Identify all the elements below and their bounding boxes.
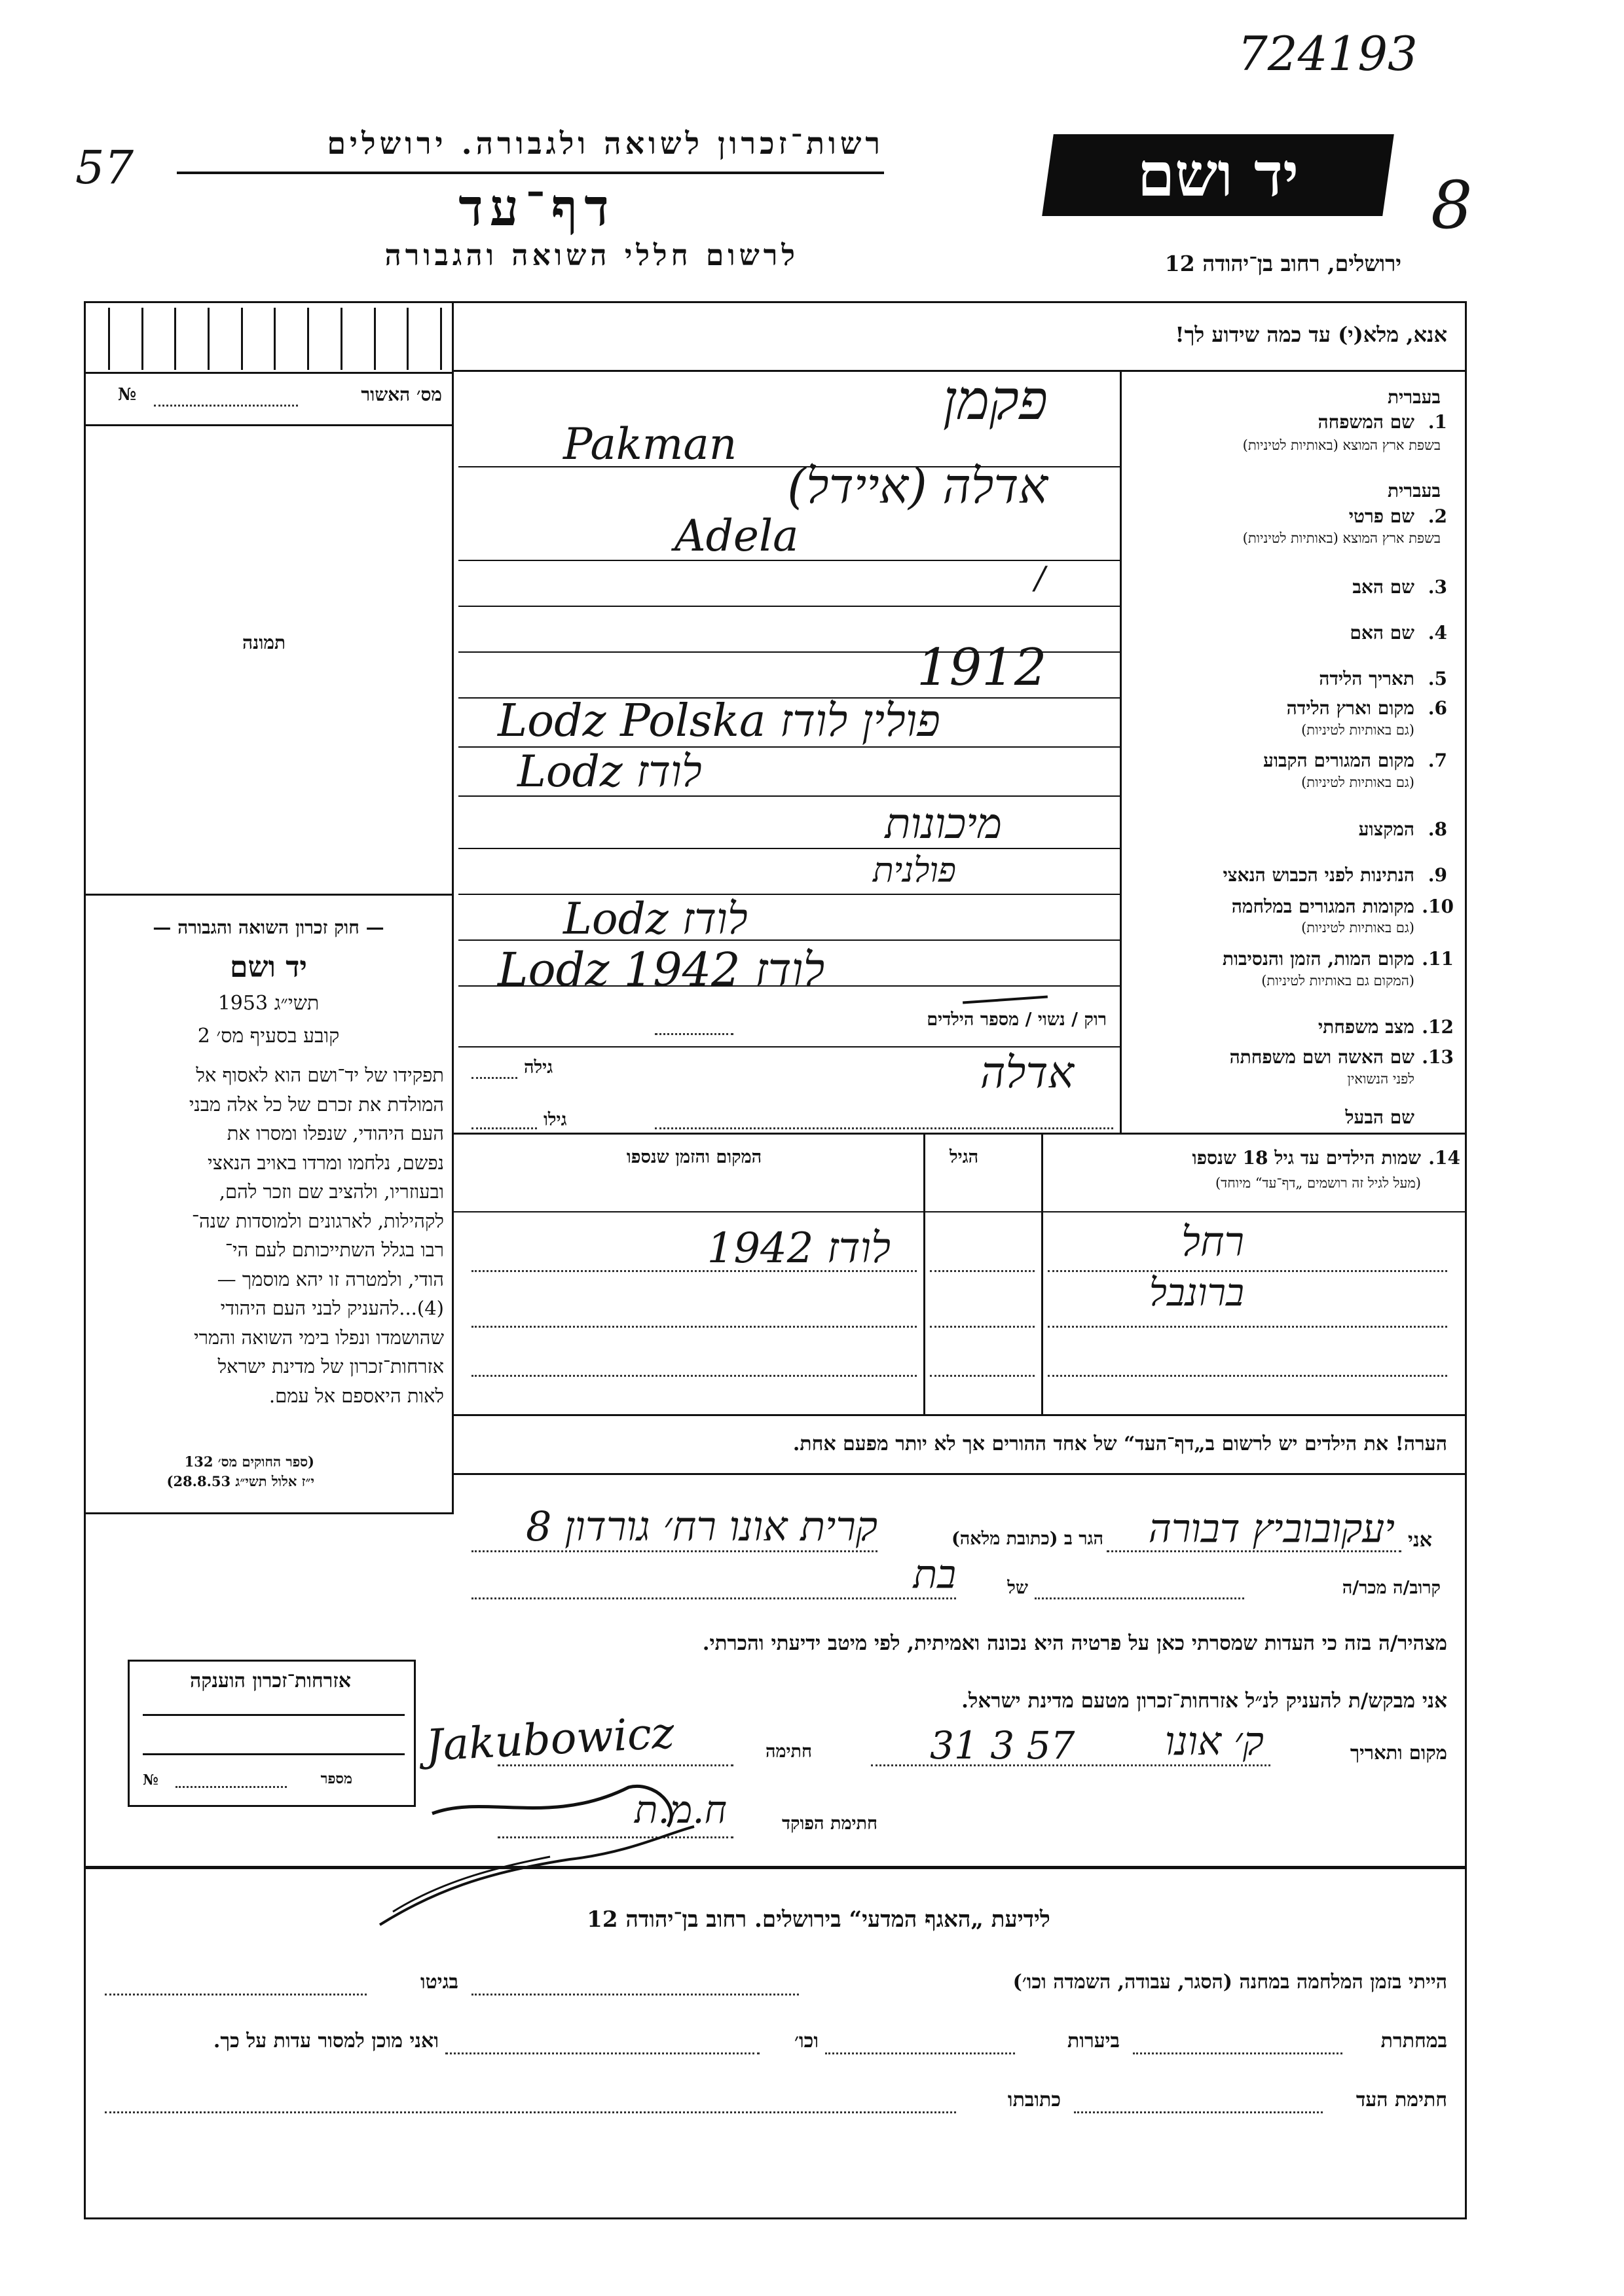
law-logo: יד ושם (230, 951, 307, 984)
law-ref-1: (ספר החוקים מס׳ 132 (184, 1453, 314, 1470)
value-birth-year: 1912 (917, 638, 1047, 697)
footer-line2-underground: במחתרת (1380, 2030, 1447, 2052)
field-number-5: 5. (1428, 668, 1447, 689)
law-line: לקהילות, לארגונים ולמוסדות שנה־ (191, 1209, 444, 1232)
field-label-marital: מצב משפחתי (1318, 1016, 1414, 1038)
law-year: תשי״ג 1953 (217, 992, 320, 1015)
declarant-label-resides: הגר ב (כתובת מלאה) (951, 1529, 1103, 1549)
children-note: (מעל לגיל זה רושמים „דף־עד“ מיוחד) (1215, 1175, 1421, 1191)
page-subtitle: לרשום חללי השואה והגבורה (384, 239, 799, 272)
field-sub-firstname: בשפת ארץ המוצא (באותיות לטיניות) (1242, 530, 1441, 546)
law-line: הודי, ולמטרה זו יהא מוסמך — (217, 1267, 444, 1290)
law-line: ובעוזריו, ולהציב שם וזכר להם, (219, 1180, 444, 1203)
approval-label: מס׳ האשור (361, 384, 442, 405)
citizenship-no-symbol: № (143, 1772, 158, 1789)
children-title: שמות הילדים עד גיל 18 שנספו (1192, 1147, 1421, 1169)
value-nationality: פולנית (872, 851, 956, 890)
footer-line2-forests: ביערות (1067, 2030, 1120, 2052)
marital-options: רוק / נשוי / מספר הילדים (927, 1010, 1107, 1030)
page-title: דף־עד (458, 178, 616, 238)
value-child-death: לודז 1942 (707, 1224, 891, 1273)
citizenship-box (128, 1660, 416, 1807)
officer-signature-label: חתימת הפוקד (782, 1813, 877, 1834)
law-text (97, 1061, 444, 1410)
field-sub-death: (המקום גם באותיות לטיניות) (1261, 973, 1414, 989)
field-label-residence: מקום המגורים הקבוע (1263, 750, 1414, 771)
place-date-label: מקום ותאריך (1350, 1741, 1447, 1764)
citizenship-number-label: מספר (320, 1770, 352, 1787)
law-ref-2: י״ז אלול תשי״ג 28.8.53) (166, 1473, 314, 1489)
declarant-label-i: אני (1408, 1529, 1432, 1552)
footer-line2-etc: וכו׳ (794, 2030, 819, 2052)
footer-line1-ghetto: בגיטו (420, 1971, 458, 1994)
footer-line3-address: כתובתו (1007, 2088, 1061, 2111)
law-line: שהושמדו ונפלו בימי השואה והמרי (194, 1326, 444, 1349)
value-surname-latin: Pakman (563, 419, 737, 469)
law-line: נפשם, נלחמו ומרדו באויב הנאצי (207, 1151, 444, 1174)
declarant-label-of: של (1007, 1578, 1028, 1598)
signature-label: חתימה (765, 1741, 812, 1762)
age-label-husband: גילו (544, 1110, 567, 1130)
value-firstname-latin: Adela (674, 511, 799, 561)
field-sub-surname: בשפת ארץ המוצא (באותיות לטיניות) (1242, 437, 1441, 453)
field-sub-residence: (גם באותיות לטיניות) (1301, 774, 1414, 790)
field-number-8: 8. (1428, 818, 1447, 840)
declaration-text: מצהיר/ה בזה כי העדות שמסרתי כאן על פרטיה היא נכונה ואמיתית, לפי מיטב ידיעתי והכרתי. (702, 1631, 1447, 1655)
declarant-address: קרית אונו רח׳ גורדון 8 (526, 1503, 877, 1550)
field-number-11: 11. (1422, 948, 1454, 970)
field-label-mother: שם האם (1350, 622, 1414, 644)
declarant-label-relation: קרוב/ה מכר/ה (1342, 1578, 1441, 1598)
law-line: לאות היאספם אל עמם. (268, 1384, 444, 1407)
field-label-surname: שם המשפחה (1318, 411, 1414, 433)
value-father: / (1035, 560, 1046, 596)
corner-note-left: 57 (75, 141, 134, 194)
footer-line1-camp: הייתי בזמן המלחמה במחנה (הסגר, עבודה, השמדה וכו׳) (1012, 1971, 1447, 1994)
declarant-relation: בת (913, 1552, 956, 1597)
field-label-nationality: הנתינות לפני הכבוש הנאצי (1223, 864, 1414, 886)
field-number-12: 12. (1422, 1016, 1454, 1038)
children-col-place: המקום והזמן שנספו (626, 1147, 762, 1167)
field-number-3: 3. (1428, 576, 1447, 598)
value-birthplace: Lodz Polska פולין לודז (498, 695, 940, 747)
citizenship-box-title: אזרחות־זכרון הוענקה (189, 1669, 352, 1692)
declaration-date: 31 3 57 (930, 1723, 1075, 1768)
declaration-place: ק׳ אונו (1164, 1719, 1264, 1764)
children-number: 14. (1428, 1147, 1460, 1169)
field-number-6: 6. (1428, 697, 1447, 719)
field-number-7: 7. (1428, 750, 1447, 771)
value-profession: מיכונות (885, 800, 1002, 848)
field-label-father: שם האב (1352, 576, 1414, 598)
declarant-name: יעקובוביץ דבורה (1148, 1506, 1395, 1552)
field-label-firstname: שם פרטי (1348, 505, 1414, 527)
field-sub-birthplace: (גם באותיות לטיניות) (1301, 722, 1414, 738)
declarant-signature: Jakubowicz (424, 1707, 676, 1771)
field-tag-hebrew-1: בעברית (1387, 386, 1441, 408)
law-section: קובע בסעיף מס׳ 2 (197, 1025, 340, 1048)
children-col-age: הגיל (950, 1147, 979, 1167)
value-firstname-hebrew: אדלה (איידל) (787, 458, 1048, 515)
approval-no-symbol: № (118, 385, 137, 405)
field-number-13: 13. (1422, 1046, 1454, 1068)
note-bar: הערה! את הילדים יש לרשום ב„דף־העד“ של אחד ההורים אך לא יותר מפעם אחת. (792, 1432, 1447, 1455)
value-child-name-1: רחל (1181, 1218, 1244, 1266)
field-label-birthplace: מקום וארץ הלידה (1286, 697, 1414, 719)
law-line: המולדת את זכרם של כל אלה מבני (189, 1093, 444, 1116)
footer-title: לידיעת „האגף המדעי“ בירושלים. רחוב בן־יהודה 12 (587, 1906, 1050, 1933)
yad-vashem-logo: יד ושם (1137, 139, 1299, 210)
value-residence: Lodz לודז (517, 746, 702, 797)
value-maiden-name: אדלה (980, 1048, 1074, 1098)
field-tag-hebrew-2: בעברית (1387, 480, 1441, 501)
photo-placeholder-label: תמונה (242, 632, 286, 653)
citizenship-request: אני מבקש/ת להעניק לנ״ל אזרחות־זכרון מטעם מדינת ישראל. (961, 1689, 1447, 1713)
field-number-1: 1. (1428, 411, 1447, 433)
footer-line2-testimony: ואני מוכן למסור עדות על כך. (213, 2030, 439, 2052)
law-line: תפקידו של יד־ושם הוא לאסוף אל (196, 1064, 444, 1086)
footer-line3-signature: חתימת העד (1356, 2088, 1447, 2111)
record-barcode (108, 308, 442, 370)
authority-name: רשות־זכרון לשואה ולגבורה. ירושלים (327, 126, 884, 161)
logo-block (1042, 134, 1394, 216)
law-title: — חוק זכרון השואה והגבורה — (153, 917, 384, 938)
field-label-husband: שם הבעל (1345, 1106, 1414, 1128)
field-label-profession: המקצוע (1358, 818, 1414, 840)
intro-instruction: אנא, מלא(י) עד כמה שידוע לך! (1175, 322, 1447, 347)
value-death: Lodz לודז 1942 (498, 943, 825, 996)
value-child-name-2: ברונבל (1149, 1270, 1244, 1315)
law-line: העם היהודי, שנפלו ומסרו את (227, 1122, 444, 1144)
field-label-wife-maiden: שם האשה ושם משפחתה (1229, 1046, 1414, 1068)
archive-number: 724193 (1238, 26, 1418, 81)
field-number-10: 10. (1422, 896, 1454, 917)
field-label-birthdate: תאריך הלידה (1319, 668, 1414, 689)
field-sub-wife-maiden: לפני הנשואין (1347, 1071, 1414, 1087)
field-label-wartime-residence: מקומות המגורים במלחמה (1231, 896, 1414, 917)
value-wartime-residence: Lodz לודז (563, 894, 748, 944)
law-line: אזרחות־זכרון של מדינת ישראל (217, 1355, 444, 1377)
value-surname-hebrew: פקמן (942, 368, 1048, 432)
field-number-4: 4. (1428, 622, 1447, 644)
law-line: (4)...להעניק לבני העם היהודי (220, 1297, 444, 1319)
field-number-9: 9. (1428, 864, 1447, 886)
address: ירושלים, רחוב בן־יהודה 12 (1164, 251, 1401, 276)
field-number-2: 2. (1428, 505, 1447, 527)
officer-signature: ח.מ.ת (635, 1787, 727, 1832)
field-label-death: מקום המות, הזמן והנסיבות (1222, 948, 1414, 970)
law-line: רבו בגלל השתייכותם לעם הי־ (225, 1239, 444, 1261)
age-label-wife: גילה (524, 1057, 553, 1078)
field-sub-wartime-residence: (גם באותיות לטיניות) (1301, 920, 1414, 936)
corner-note-right: 8 (1431, 167, 1473, 244)
